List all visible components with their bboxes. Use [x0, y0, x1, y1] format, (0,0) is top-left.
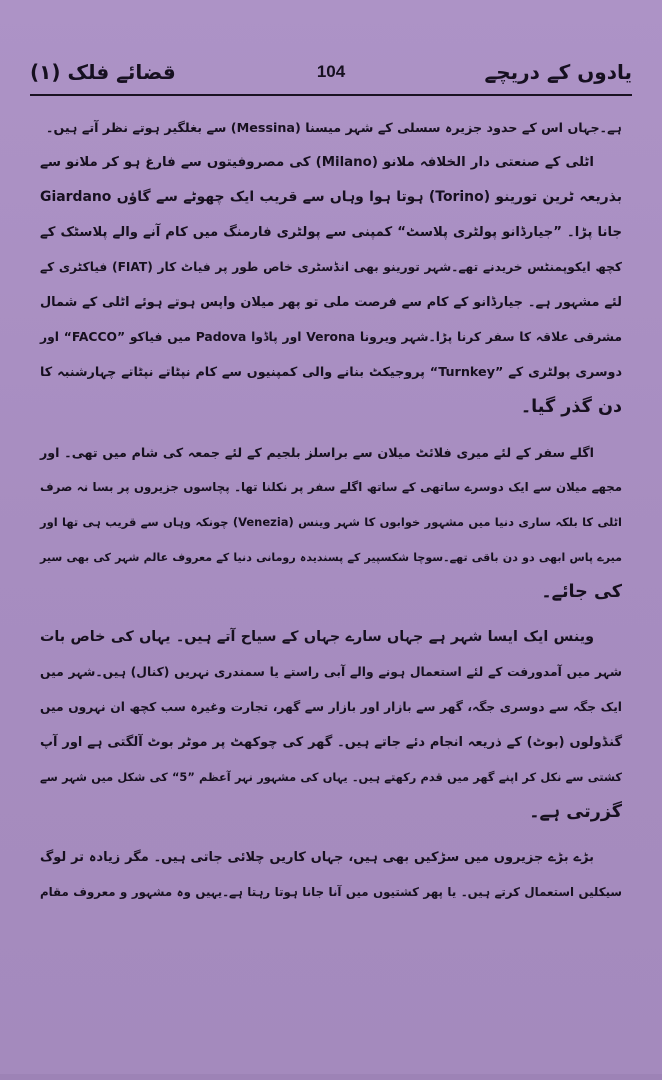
text-line: جانا پڑا۔ ”جیارڈانو پولٹری پلاسٹ“ کمپنی سے پولٹری فارمنگ میں کام آنے والے پلاسٹک کے — [40, 225, 622, 240]
page-number: 104 — [316, 62, 346, 81]
text-line: بڑے بڑے جزیروں میں سڑکیں بھی ہیں، جہاں کاریں چلائی جاتی ہیں۔ مگر زیادہ تر لوگ — [40, 850, 594, 865]
paragraph-gap — [40, 425, 622, 435]
text-line: اگلے سفر کے لئے میری فلائٹ میلان سے براسلز بلجیم کے لئے جمعہ کی شام میں تھی۔ اور — [40, 445, 594, 460]
text-line: دن گذر گیا۔ — [520, 397, 622, 417]
text-line: کچھ ایکوپمنٹس خریدنے تھے۔شہر تورینو بھی انڈسٹری خاص طور پر فیاٹ کار (FIAT) فیاکٹری کے — [40, 260, 622, 274]
header-rule — [30, 94, 632, 96]
text-line: کشتی سے نکل کر اپنے گھر میں قدم رکھتے ہیں۔ یہاں کی مشہور نہر آعظم ”5“ کی شکل میں شہر سے — [40, 770, 622, 784]
text-line: اٹلی کے صنعتی دار الخلافہ ملانو (Milano) کی مصروفیتوں سے فارغ ہو کر ملانو سے — [40, 155, 595, 170]
text-line: لئے مشہور ہے۔ جیارڈانو کے کام سے فرصت ملی تو پھر میلان واپس ہوتے ہوئے اٹلی کے شمال — [40, 295, 622, 310]
text-line: ایک جگہ سے دوسری جگہ، گھر سے بازار اور بازار سے گھر، تجارت وغیرہ سب کچھ ان نہروں میں — [40, 700, 622, 714]
text-line: گنڈولوں (بوٹ) کے ذریعہ انجام دئے جاتے ہیں۔ گھر کی چوکھٹ پر موٹر بوٹ آلگتی ہے اور آپ — [40, 735, 622, 750]
paragraph-gap — [40, 610, 622, 620]
text-line: شہر میں آمدورفت کے لئے استعمال ہونے والے آبی راستے یا سمندری نہریں (کنال) ہیں۔شہر میں — [40, 665, 622, 679]
text-line: کی جائے۔ — [541, 582, 622, 602]
text-line: گزرتی ہے۔ — [529, 802, 622, 822]
text-line: سیکلیں استعمال کرتے ہیں۔ یا پھر کشتیوں میں آنا جانا ہوتا رہتا ہے۔یہیں وہ مشہور و معروف مقام — [40, 885, 622, 899]
text-line: ہے۔جہاں اس کے حدود جزیرہ سسلی کے شہر میسنا (Messina) سے بغلگیر ہوتے نظر آتے ہیں۔ — [46, 120, 622, 135]
text-line: مشرقی علاقہ کا سفر کرنا پڑا۔شہر ویرونا Verona اور پاڈوا Padova میں فیاکو ”FACCO“ اور — [40, 330, 623, 344]
paragraph-gap — [40, 830, 622, 840]
text-line: دوسری پولٹری کے ”Turnkey“ پروجیکٹ بنانے والی کمپنیوں سے کام نپٹاتے نپٹاتے چہارشنبہ کا — [40, 365, 622, 380]
text-line: اٹلی کا بلکہ ساری دنیا میں مشہور خوابوں کا شہر وینس (Venezia) چونکہ وہاں سے قریب ہی تھا اور — [40, 515, 622, 529]
text-line: وینس ایک ایسا شہر ہے جہاں سارے جہاں کے سیاح آتے ہیں۔ یہاں کی خاص بات — [40, 629, 594, 645]
page-header — [30, 52, 632, 92]
page-bottom-edge — [0, 1074, 662, 1080]
book-title: یادوں کے دریچے — [484, 60, 632, 84]
text-line: بذریعہ ٹرین تورینو (Torino) ہوتا ہوا وہاں سے قریب ایک چھوٹے سے گاؤں Giardano — [40, 189, 622, 205]
text-line: میرے پاس ابھی دو دن باقی تھے۔سوچا شکسپیر کے پسندیدہ رومانی دنیا کے معروف عالم شہر کی بھی سیر — [40, 551, 622, 564]
body-text — [40, 110, 622, 910]
text-line: مجھے میلان سے ایک دوسرے ساتھی کے ساتھ اگلے سفر پر نکلنا تھا۔ پچاسوں جزیروں پر بسا نہ صرف — [40, 480, 622, 494]
chapter-title: قضائے فلک (۱) — [30, 60, 176, 84]
